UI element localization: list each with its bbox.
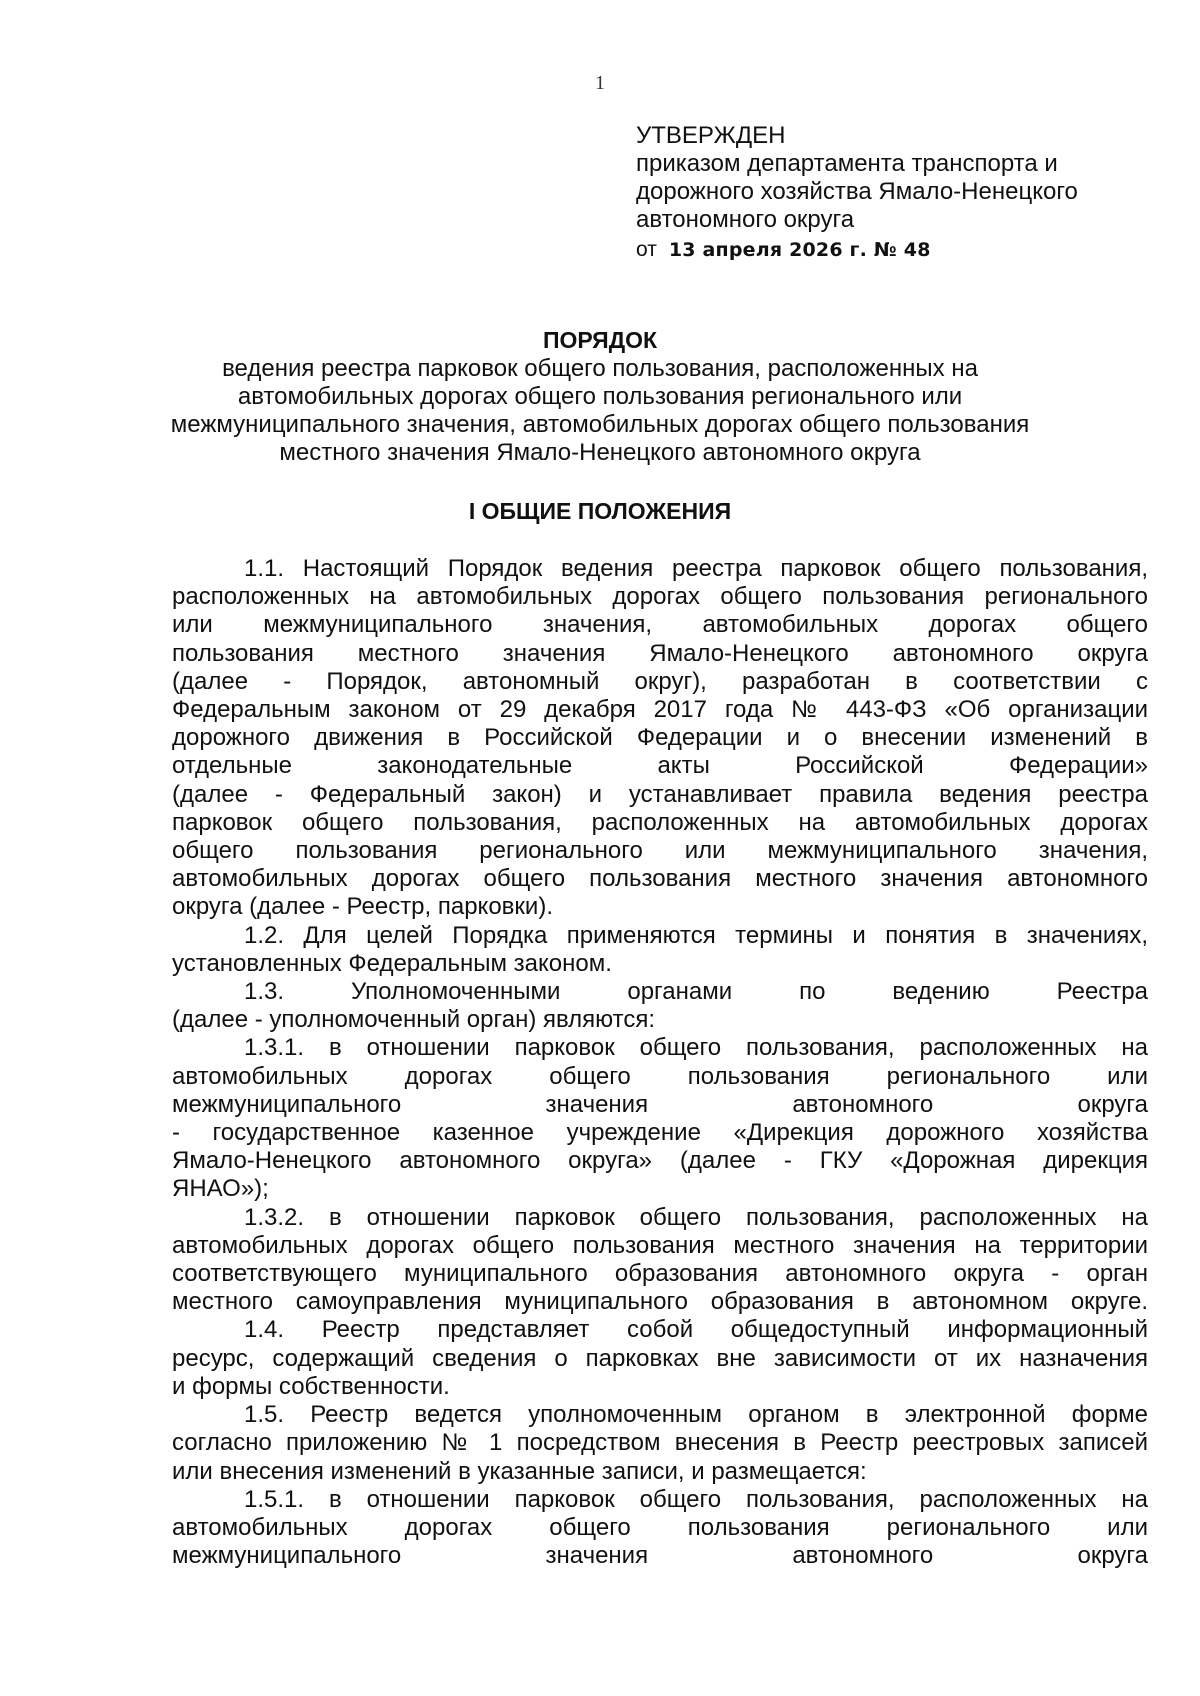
body-text-line: дорожного движения в Российской Федерации и о внесении изменений в [172, 724, 1148, 752]
subtitle-line: ведения реестра парковок общего пользования, расположенных на [222, 355, 978, 382]
body-text-line: парковок общего пользования, расположенных на автомобильных дорогах [172, 808, 1148, 836]
body-text-line: пользования местного значения Ямало-Ненецкого автономного округа [172, 639, 1148, 667]
body-text-line: Ямало-Ненецкого автономного округа» (далее - ГКУ «Дорожная дирекция [172, 1147, 1148, 1175]
body-text-line: 1.1. Настоящий Порядок ведения реестра парковок общего пользования, [244, 555, 1148, 582]
approval-date-line [636, 236, 1156, 264]
body-text-line: - государственное казенное учреждение «Дирекция дорожного хозяйства [172, 1119, 1148, 1147]
body-text-line: 1.2. Для целей Порядка применяются термины и понятия в значениях, [244, 921, 1148, 949]
page-number: 1 [595, 72, 605, 94]
approval-block [636, 122, 1156, 264]
body-text-line: 1.5.1. в отношении парковок общего пользования, расположенных на [244, 1485, 1148, 1513]
body-text-line: автомобильных дорогах общего пользования местного значения автономного [172, 865, 1148, 893]
body-text-line: 1.3.1. в отношении парковок общего пользования, расположенных на [244, 1034, 1148, 1062]
body-text-line: или внесения изменений в указанные записи, и размещается: [172, 1457, 867, 1485]
body-text-line: межмуниципального значения автономного округа [172, 1090, 1148, 1118]
subtitle-line: местного значения Ямало-Ненецкого автономного округа [279, 439, 921, 466]
body-text-line: 1.4. Реестр представляет собой общедоступный информационный [244, 1316, 1148, 1344]
body-text-line: и формы собственности. [172, 1372, 450, 1400]
approval-line: дорожного хозяйства Ямало-Ненецкого [636, 178, 1078, 205]
approval-heading: УТВЕРЖДЕН [636, 122, 786, 149]
body-text-line: или межмуниципального значения, автомобильных дорогах общего [172, 611, 1148, 639]
section-title: I ОБЩИЕ ПОЛОЖЕНИЯ [468, 498, 732, 524]
body-text-line: (далее - Порядок, автономный округ), разработан в соответствии с [172, 667, 1148, 695]
body-text-line: автомобильных дорогах общего пользования регионального или [172, 1513, 1148, 1541]
body-text-line: (далее - уполномоченный орган) являются: [172, 1006, 656, 1034]
body-text-line: установленных Федеральным законом. [172, 949, 612, 977]
body-text-line: ЯНАО»); [172, 1175, 269, 1203]
body-text-line: отдельные законодательные акты Российской Федерации» [172, 752, 1148, 780]
approval-line: приказом департамента транспорта и [636, 150, 1058, 177]
body-text-line: общего пользования регионального или межмуниципального значения, [172, 837, 1148, 865]
approval-date-prefix: от [636, 238, 657, 261]
body-text-line: автомобильных дорогах общего пользования местного значения на территории [172, 1231, 1148, 1259]
document-title: ПОРЯДОК [542, 327, 658, 353]
document-body [172, 555, 1148, 1570]
body-text-line: автомобильных дорогах общего пользования регионального или [172, 1062, 1148, 1090]
document-subtitle [150, 355, 1050, 467]
body-text-line: 1.3.2. в отношении парковок общего пользования, расположенных на [244, 1203, 1148, 1231]
body-text-line: согласно приложению № 1 посредством внесения в Реестр реестровых записей [172, 1429, 1148, 1457]
body-text-line: округа (далее - Реестр, парковки). [172, 893, 553, 921]
body-text-line: ресурс, содержащий сведения о парковках вне зависимости от их назначения [172, 1344, 1148, 1372]
approval-line: автономного округа [636, 206, 855, 233]
body-text-line: местного самоуправления муниципального образования в автономном округе. [172, 1288, 1148, 1316]
body-text-line: 1.5. Реестр ведется уполномоченным органом в электронной форме [244, 1401, 1148, 1429]
body-text-line: соответствующего муниципального образования автономного округа - орган [172, 1260, 1148, 1288]
body-text-line: (далее - Федеральный закон) и устанавливает правила ведения реестра [172, 780, 1148, 808]
body-text-line: межмуниципального значения автономного округа [172, 1542, 1148, 1570]
body-text-line: 1.3. Уполномоченными органами по ведению Реестра [244, 978, 1148, 1006]
body-text-line: расположенных на автомобильных дорогах общего пользования регионального [172, 583, 1148, 611]
subtitle-line: межмуниципального значения, автомобильных дорогах общего пользования [170, 411, 1030, 438]
approval-date-value: 13 апреля 2026 г. № 48 [668, 239, 931, 261]
subtitle-line: автомобильных дорогах общего пользования регионального или [237, 383, 963, 410]
body-text-line: Федеральным законом от 29 декабря 2017 года № 443-ФЗ «Об организации [172, 696, 1148, 724]
